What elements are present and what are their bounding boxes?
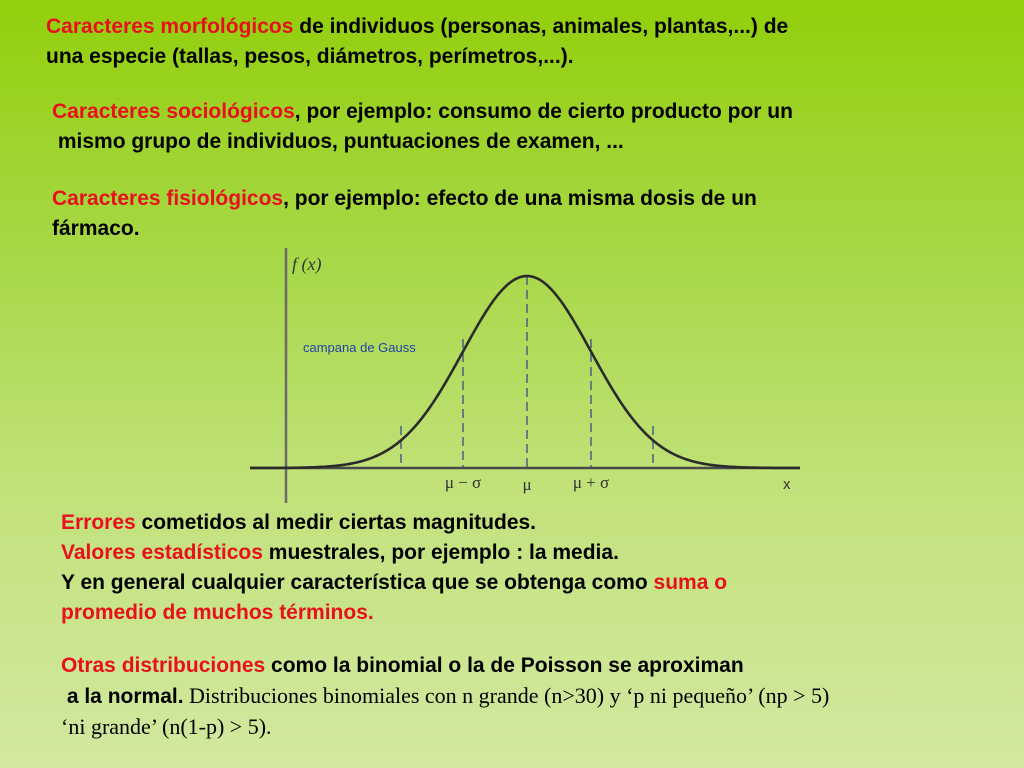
text-morphological-rest: de individuos (personas, animales, plantas,...) de: [293, 15, 789, 38]
text-physiological-rest: , por ejemplo: efecto de una misma dosis de un: [283, 187, 757, 210]
text-sociological-line2: mismo grupo de individuos, puntuaciones de examen, ...: [52, 130, 624, 153]
y-axis-label: f (x): [292, 254, 322, 274]
text-general: Y en general cualquier característica que se obtenga como: [61, 571, 654, 594]
text-other-distributions-rest: como la binomial o la de Poisson se aproximan: [265, 654, 744, 677]
paragraph-sociological: [52, 97, 793, 157]
highlight-errors: Errores: [61, 511, 136, 534]
paragraph-other-distributions: [61, 651, 829, 742]
paragraph-morphological: [46, 12, 788, 72]
highlight-morphological: Caracteres morfológicos: [46, 15, 294, 38]
tick-label-mu-plus-sigma: μ + σ: [572, 473, 610, 492]
text-sociological-rest: , por ejemplo: consumo de cierto producto por un: [294, 100, 793, 123]
tick-label-mu-minus-sigma: μ − σ: [444, 473, 482, 492]
x-axis-label: x: [783, 476, 791, 493]
text-binomial-condition: Distribuciones binomiales con n grande (n>30) y ‘p ni pequeño’ (np > 5): [183, 683, 830, 708]
highlight-statistics: Valores estadísticos: [61, 541, 263, 564]
text-statistics-rest: muestrales, por ejemplo : la media.: [262, 541, 619, 564]
text-errors-rest: cometidos al medir ciertas magnitudes.: [135, 511, 537, 534]
highlight-average: promedio de muchos términos.: [61, 601, 374, 624]
curve-label: campana de Gauss: [303, 340, 416, 355]
gauss-curve: [250, 276, 800, 468]
highlight-sum: suma o: [653, 571, 728, 594]
gauss-bell-diagram: [240, 240, 810, 510]
highlight-physiological: Caracteres fisiológicos: [52, 187, 284, 210]
tick-label-mu: μ: [522, 475, 532, 494]
paragraph-errors: [61, 508, 727, 628]
text-to-normal: a la normal.: [61, 685, 184, 708]
text-physiological-line2: fármaco.: [52, 217, 140, 240]
highlight-other-distributions: Otras distribuciones: [61, 654, 266, 677]
highlight-sociological: Caracteres sociológicos: [52, 100, 295, 123]
text-morphological-line2: una especie (tallas, pesos, diámetros, perímetros,...).: [46, 45, 574, 68]
paragraph-physiological: [52, 184, 757, 244]
text-binomial-condition-2: ‘ni grande’ (n(1-p) > 5).: [61, 714, 272, 739]
